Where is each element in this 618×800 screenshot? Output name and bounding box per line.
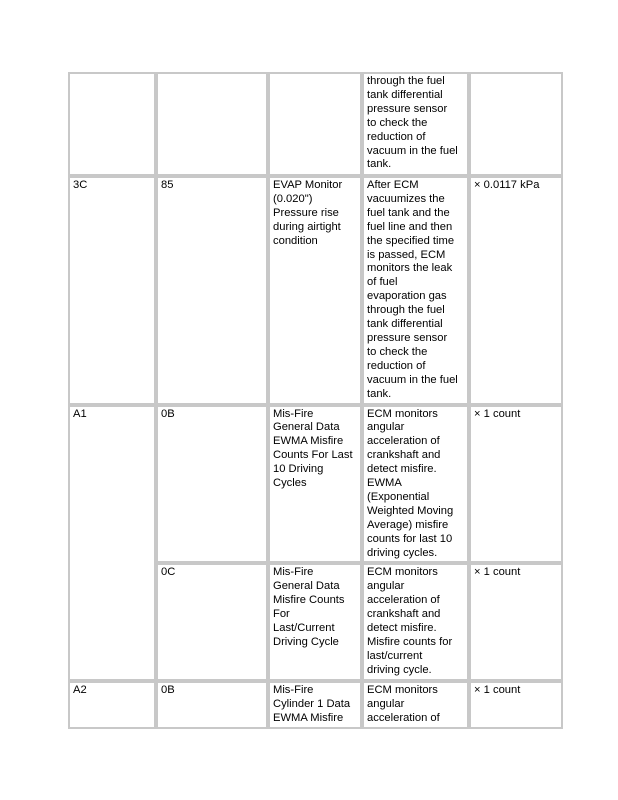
- table-row: [68, 681, 563, 729]
- description-cell: ECM monitors angular acceleration of crankshaft and detect misfire. EWMA (Exponential Weighted Moving Average) misfire counts for last 10 driving cycles.: [362, 405, 469, 564]
- monitor-data-table: [68, 72, 563, 729]
- test-id-cell: A2: [68, 681, 156, 729]
- monitor-item-cell: Mis-Fire General Data Misfire Counts For Last/Current Driving Cycle: [268, 563, 362, 680]
- test-id-cell: A1: [68, 405, 156, 681]
- description-cell: After ECM vacuumizes the fuel tank and the fuel line and then the specified time is passed, ECM monitors the leak of fuel evaporation gas through the fuel tank differential pressure sensor to check the reduction of vacuum in the fuel tank.: [362, 176, 469, 405]
- monitor-item-cell: Mis-Fire General Data EWMA Misfire Counts For Last 10 Driving Cycles: [268, 405, 362, 564]
- component-id-cell: 0C: [156, 563, 268, 680]
- monitor-item-cell: EVAP Monitor (0.020") Pressure rise during airtight condition: [268, 176, 362, 405]
- table-row: [68, 405, 563, 564]
- description-cell: ECM monitors angular acceleration of: [362, 681, 469, 729]
- table-row: [68, 72, 563, 176]
- table-row: [68, 176, 563, 405]
- unit-conversion-cell: × 0.0117 kPa: [469, 176, 563, 405]
- unit-conversion-cell: × 1 count: [469, 405, 563, 564]
- component-id-cell: [156, 72, 268, 176]
- description-cell: through the fuel tank differential pressure sensor to check the reduction of vacuum in the fuel tank.: [362, 72, 469, 176]
- test-id-cell: 3C: [68, 176, 156, 405]
- description-cell: ECM monitors angular acceleration of crankshaft and detect misfire. Misfire counts for last/current driving cycle.: [362, 563, 469, 680]
- test-id-cell: [68, 72, 156, 176]
- unit-conversion-cell: [469, 72, 563, 176]
- component-id-cell: 85: [156, 176, 268, 405]
- unit-conversion-cell: × 1 count: [469, 681, 563, 729]
- component-id-cell: 0B: [156, 681, 268, 729]
- monitor-item-cell: [268, 72, 362, 176]
- unit-conversion-cell: × 1 count: [469, 563, 563, 680]
- component-id-cell: 0B: [156, 405, 268, 564]
- monitor-item-cell: Mis-Fire Cylinder 1 Data EWMA Misfire: [268, 681, 362, 729]
